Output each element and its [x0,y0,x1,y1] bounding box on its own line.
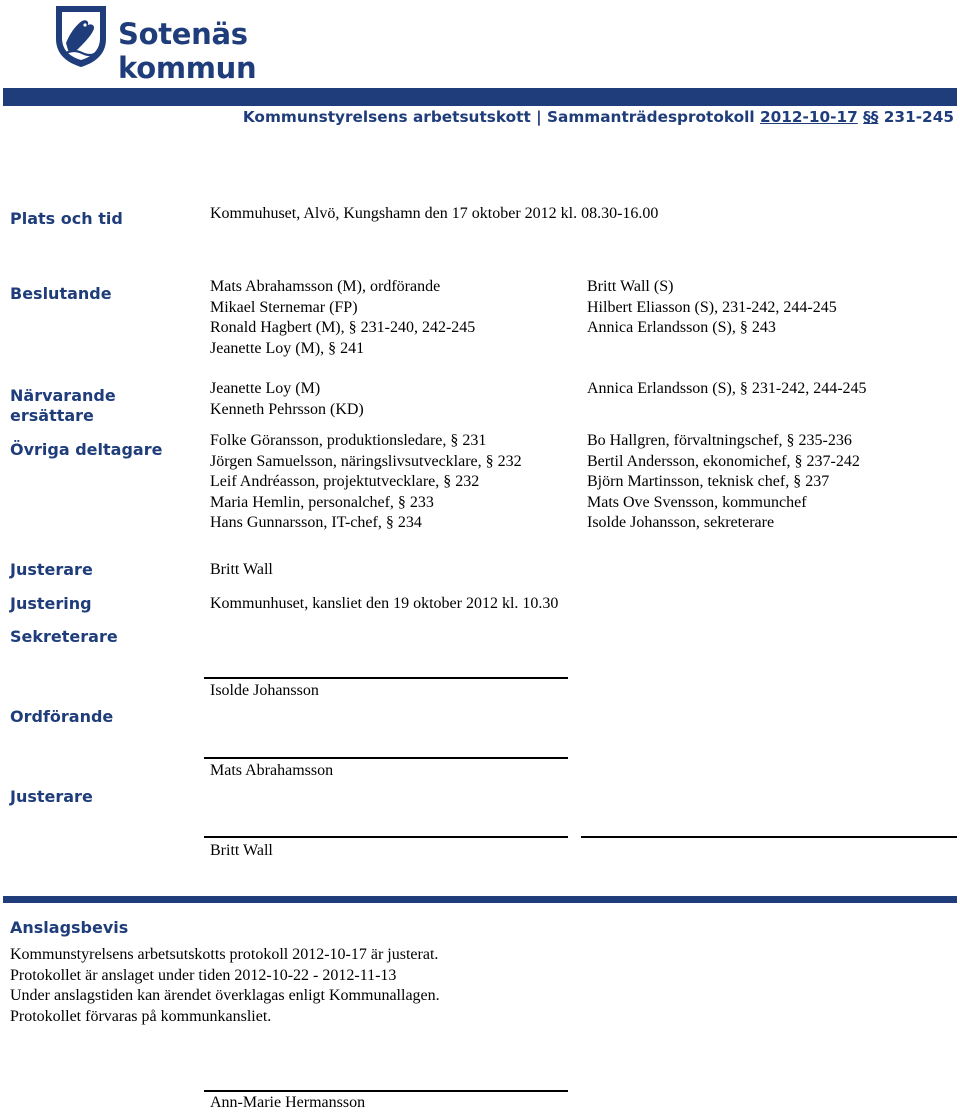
document-header: Kommunstyrelsens arbetsutskott | Sammanträdesprotokoll 2012-10-17 §§ 231-245 [242,108,954,126]
list-item: Folke Göransson, produktionsledare, § 231 [210,432,487,449]
list-item: Protokollet är anslaget under tiden 2012-10-22 - 2012-11-13 [10,966,397,984]
brand-name: Sotenäs kommun [118,17,257,85]
justering-value: Kommunhuset, kansliet den 19 oktober 2012 kl. 10.30 [210,595,559,612]
plats-label: Plats och tid [10,209,123,228]
ovriga-right-list [587,431,860,534]
justerare-signature-name: Britt Wall [210,842,273,859]
list-item: Isolde Johansson, sekreterare [587,514,775,531]
list-item: Björn Martinsson, teknisk chef, § 237 [587,473,830,490]
anslag-signer: Ann-Marie Hermansson [210,1094,366,1111]
list-item: Mats Abrahamsson (M), ordförande [210,278,441,295]
list-item: Annica Erlandsson (S), § 243 [587,319,776,336]
sekreterare-signature-line [204,677,568,679]
header-date: 2012-10-17 [759,108,858,126]
ordforande-name: Mats Abrahamsson [210,762,334,779]
list-item: Hans Gunnarsson, IT-chef, § 234 [210,514,422,531]
list-item: Annica Erlandsson (S), § 231-242, 244-245 [587,380,867,397]
list-item: Leif Andréasson, projektutvecklare, § 232 [210,473,480,490]
list-item: Hilbert Eliasson (S), 231-242, 244-245 [587,298,837,316]
list-item: Ronald Hagbert (M), § 231-240, 242-245 [210,319,476,336]
ersattare-left-list [210,379,364,420]
justerare-signature-label: Justerare [10,787,93,806]
anslag-signature-line [204,1090,568,1092]
anslag-lines [10,945,440,1027]
ersattare-label: Närvarande ersättare [10,386,116,425]
ovriga-left-list [210,431,522,534]
justerare-signature-line [204,836,568,838]
logo [52,3,382,85]
list-item: Kenneth Pehrsson (KD) [210,400,364,418]
list-item: Maria Hemlin, personalchef, § 233 [210,493,434,511]
list-item: Protokollet förvaras på kommunkansliet. [10,1007,272,1025]
header-paragraph-symbol: §§ [863,108,879,126]
justering-label: Justering [10,594,92,613]
header-paragraphs: 231-245 [883,108,954,126]
list-item: Jörgen Samuelsson, näringslivsutvecklare, § 232 [210,452,522,470]
ordforande-label: Ordförande [10,707,114,726]
header-body: Kommunstyrelsens arbetsutskott [242,108,531,126]
plats-value: Kommuhuset, Alvö, Kungshamn den 17 oktober 2012 kl. 08.30-16.00 [210,205,659,222]
list-item: Under anslagstiden kan ärendet överklagas enligt Kommunallagen. [10,987,440,1004]
list-item: Jeanette Loy (M) [210,380,321,397]
beslutande-label: Beslutande [10,284,112,303]
beslutande-right-list [587,277,837,339]
sekreterare-label: Sekreterare [10,627,118,646]
second-justerare-signature-line [581,836,957,838]
list-item: Mikael Sternemar (FP) [210,298,358,316]
header-doc-type: Sammanträdesprotokoll [547,108,755,126]
justerare-value: Britt Wall [210,561,273,578]
list-item: Bertil Andersson, ekonomichef, § 237-242 [587,452,860,470]
list-item: Kommunstyrelsens arbetsutskotts protokoll 2012-10-17 är justerat. [10,946,439,963]
list-item: Mats Ove Svensson, kommunchef [587,493,807,511]
list-item: Bo Hallgren, förvaltningschef, § 235-236 [587,432,852,449]
header-rule [3,88,957,106]
ovriga-label: Övriga deltagare [10,440,163,459]
anslag-title: Anslagsbevis [10,918,129,937]
ersattare-right-list [587,379,867,400]
sekreterare-name: Isolde Johansson [210,682,319,699]
beslutande-left-list [210,277,475,359]
justerare-label: Justerare [10,560,93,579]
anslag-rule [3,896,957,903]
list-item: Britt Wall (S) [587,278,674,295]
ordforande-signature-line [204,757,568,759]
coat-of-arms-icon [52,3,110,69]
list-item: Jeanette Loy (M), § 241 [210,339,365,357]
